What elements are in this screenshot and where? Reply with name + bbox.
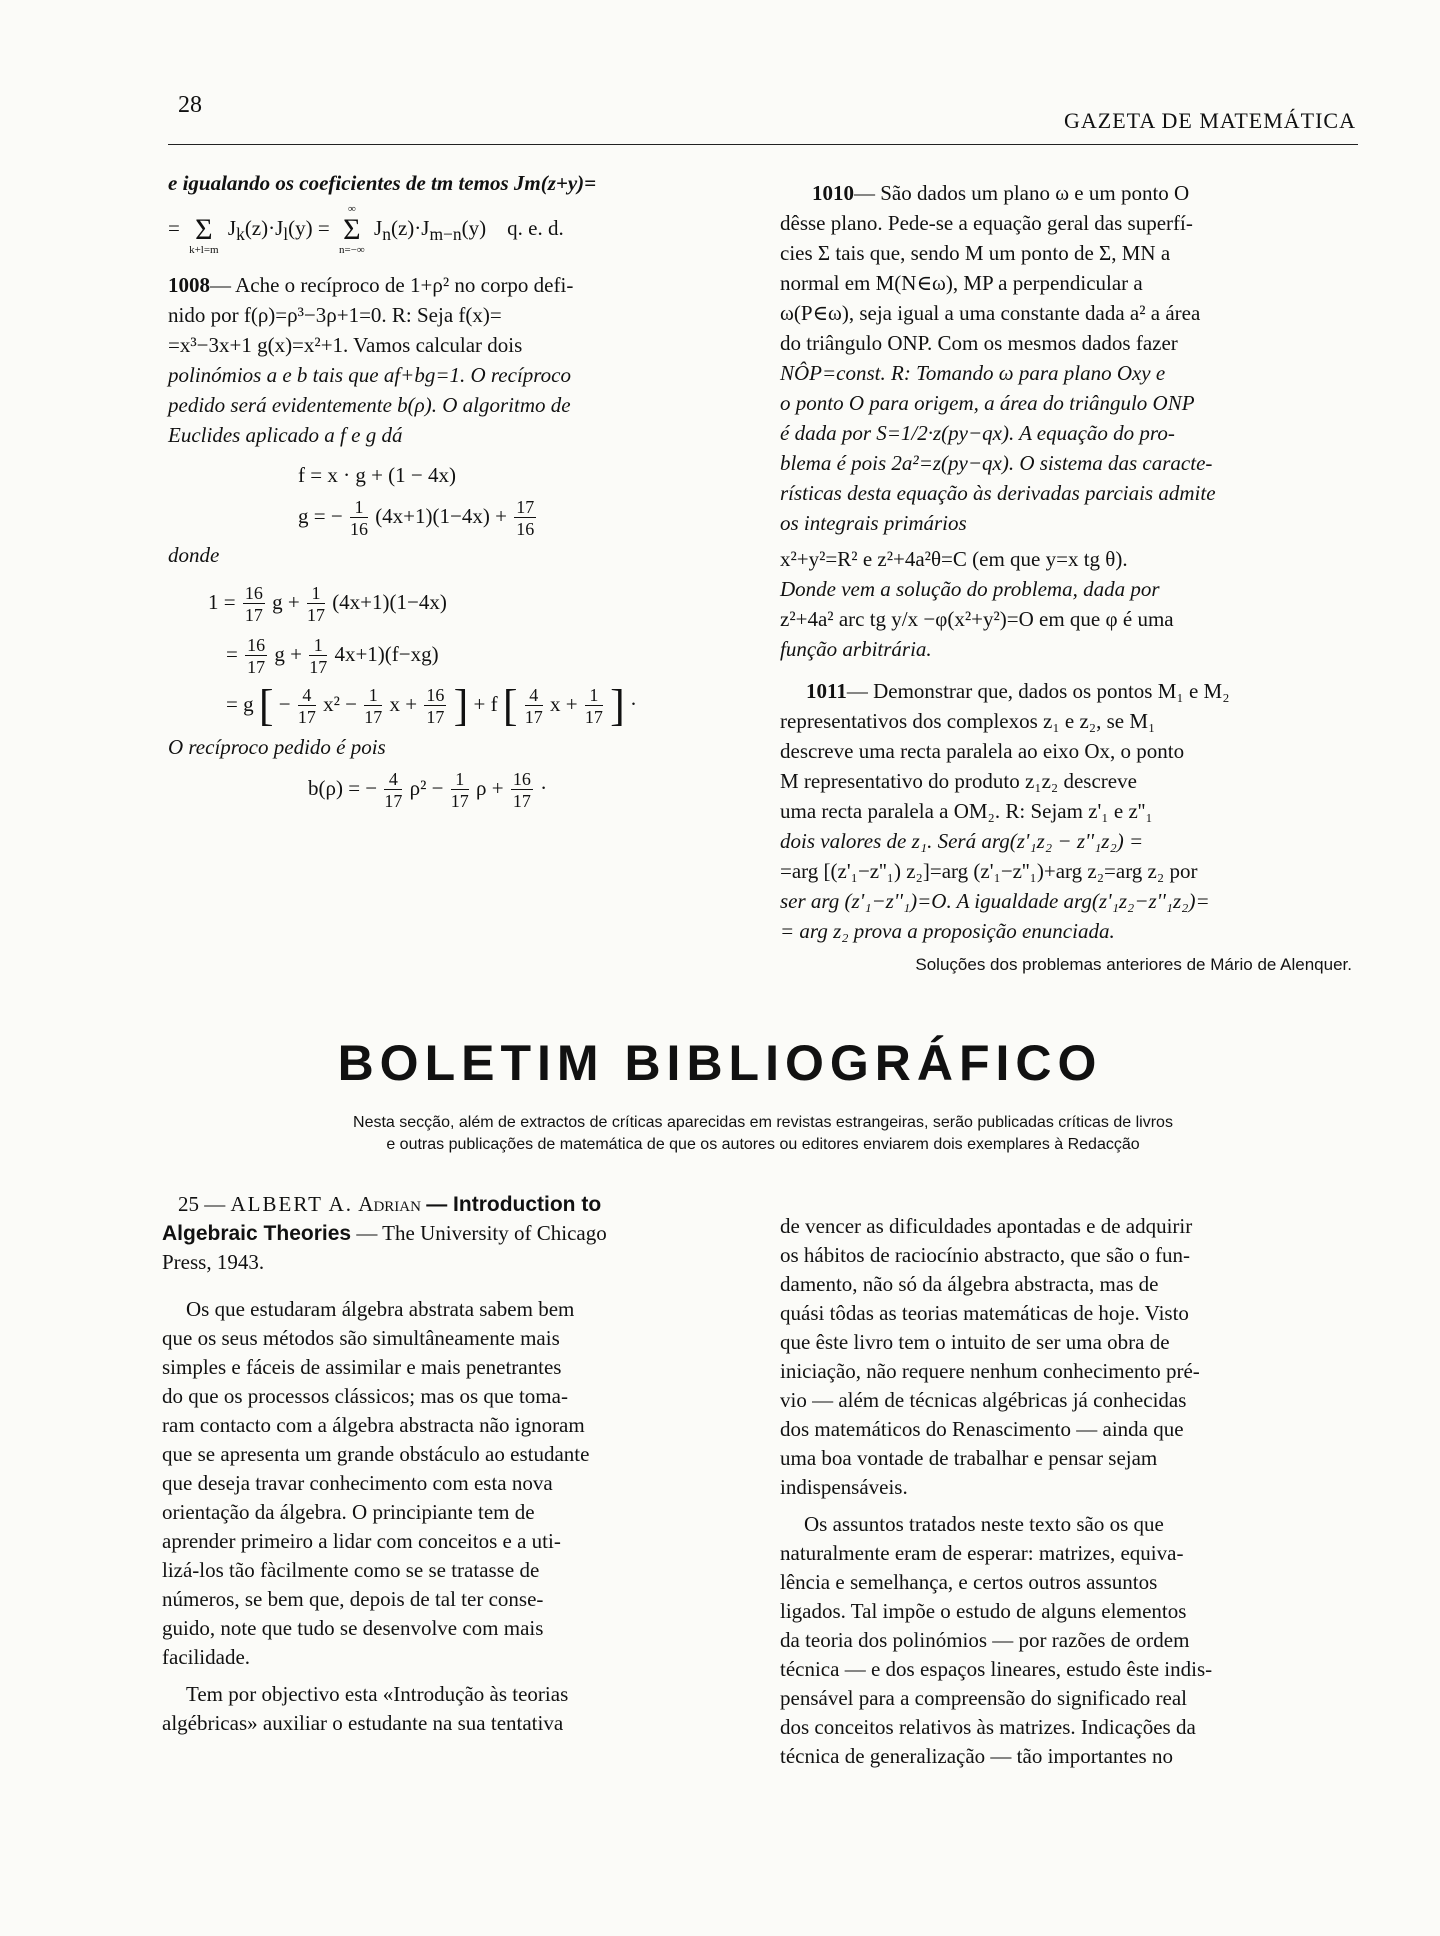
- intro-line: e igualando os coeficientes de tm temos Jm(z+y)=: [168, 171, 597, 195]
- running-title: GAZETA DE MATEMÁTICA: [1064, 108, 1356, 133]
- sum-symbol-2: ∞ Σ n=−∞: [339, 203, 365, 256]
- problem-1008: 1008— Ache o recíproco de 1+ρ² no corpo defi- nido por f(ρ)=ρ³−3ρ+1=0. R: Seja f(x)= =x³−3x+1 g(x)=x²+1. Vamos calcular dois polinómios a e b tais que af+bg=1. O recíproco pedido será evidentemente b(ρ). O algoritmo de Euclides aplicado a f e g dá: [168, 273, 574, 447]
- equation-3: = g [ − $\frac{4}{17}$ x² − $\frac{1}{17}$ x + $\frac{16}{17}$ ] + f [ $\frac{4}{17}$ x + $\frac{1}{17}$ ] ·: [226, 681, 637, 730]
- review-paragraph-4: Os assuntos tratados neste texto são os que naturalmente eram de esperar: matrizes, equiva- lência e semelhança, e certos outros assuntos ligados. Tal impõe o estudo de alguns elementos da teoria dos polinómios — por razões de ordem técnica — e dos espaços lineares, estudo êste indis- pensável para a compreensão do significado real dos conceitos relativos às matrizes. Indicações da técnica de generalização — tão importantes no: [780, 1512, 1213, 1768]
- review-right-column: [780, 1212, 1350, 1771]
- review-left-column: 25 — ALBERT A. Adrian — Introduction to Algebraic Theories — The University of Chicago Press, 1943. Os que estudaram álgebra abstrata sabem bem que os seus métodos são simultâneamente mais simples e fáceis de assimilar e mais penetrantes do que os processos clássicos; mas os que toma- ram contacto com a álgebra abstracta não ignoram que se apresenta um grande obstáculo ao estudante que deseja travar conhecimento com esta nova orientação da álgebra. O principiante tem de aprender primeiro a lidar com conceitos e a uti- lizá-los tão fàcilmente como se se tratasse de números, se bem que, depois de tal ter conse- guido, note que tudo se desenvolve com mais facilidade. Tem por objectivo esta «Introdução às teorias algébricas» auxiliar o estudante na sua tentativa: [162, 1190, 734, 1738]
- donde-label: donde: [168, 543, 220, 567]
- section-intro: Nesta secção, além de extractos de críticas aparecidas em revistas estrangeiras, serão publicadas críticas de livros e outras publicações de matemática de que os autores ou editores enviarem dois exemplares à Redacção: [353, 1114, 1173, 1153]
- review-paragraph-3: de vencer as dificuldades apontadas e de adquirir os hábitos de raciocínio abstracto, que são o fun- damento, não só da álgebra abstracta, mas de quási tôdas as teorias matemáticas de hoje. Visto que êste livro tem o intuito de ser uma obra de iniciação, não requere nenhum conhecimento pré- vio — além de técnicas algébricas já conhecidas dos matemáticos do Renascimento — ainda que uma boa vontade de trabalhar e pensar sejam indispensáveis.: [780, 1214, 1200, 1499]
- integrals-line: x²+y²=R² e z²+4a²θ=C (em que y=x tg θ).: [780, 547, 1128, 571]
- equation-b: b(ρ) = − $\frac{4}{17}$ ρ² − $\frac{1}{17}$ ρ + $\frac{16}{17}$ ·: [308, 769, 548, 811]
- equation-1: 1 = $\frac{16}{17}$ g + $\frac{1}{17}$ (4x+1)(1−4x): [208, 583, 447, 625]
- section-title: BOLETIM BIBLIOGRÁFICO: [337, 1035, 1103, 1091]
- left-column-top: [168, 168, 738, 810]
- problem-1010: 1010— São dados um plano ω e um ponto O dêsse plano. Pede-se a equação geral das superfí- cies Σ tais que, sendo M um ponto de Σ, MN a normal em M(N∈ω), MP a perpendicular a ω(P∈ω), seja igual a uma constante dada a² a área do triângulo ONP. Com os mesmos dados fazer NÔP=const. R: Tomando ω para plano Oxy e o ponto O para origem, a área do triângulo ONP é dada por S=1/2·z(py−qx). A equação do pro- blema é pois 2a²=z(py−qx). O sistema das caracte- rísticas desta equação às derivadas parciais admite os integrais primários x²+y²=R² e z²+4a²θ=C (em que y=x tg θ). Donde vem a solução do problema, dada por z²+4a² arc tg y/x −φ(x²+y²)=O em que φ é uma função arbitrária.: [780, 178, 1352, 664]
- right-column-top: [780, 178, 1352, 980]
- review-heading: 25 — ALBERT A. Adrian — Introduction to: [178, 1192, 602, 1216]
- conclusion-text: O recíproco pedido é pois: [168, 735, 386, 759]
- page-number: 28: [178, 92, 202, 118]
- problem-1011: 1011— Demonstrar que, dados os pontos M₁ e M₂ representativos dos complexos z₁ e z₂, se M₁ descreve uma recta paralela ao eixo Ox, o ponto M representativo do produto z₁z₂ descreve uma recta paralela a OM₂. R: Sejam z'₁ e z''₁ dois valores de z₁. Será arg(z'₁z₂ − z''₁z₂) = =arg [(z'₁−z''₁) z₂]=arg (z'₁−z''₁)+arg z₂=arg z₂ por ser arg (z'₁−z''₁)=O. A igualdade arg(z'₁z₂−z''₁z₂)= = arg z₂ prova a proposição enunciada.: [780, 679, 1230, 943]
- solutions-credit: Soluções dos problemas anteriores de Mário de Alenquer.: [915, 955, 1352, 974]
- review-paragraph-1: Os que estudaram álgebra abstrata sabem bem que os seus métodos são simultâneamente mais simples e fáceis de assimilar e mais penetrantes do que os processos clássicos; mas os que toma- ram contacto com a álgebra abstracta não ignoram que se apresenta um grande obstáculo ao estudante que deseja travar conhecimento com esta nova orientação da álgebra. O principiante tem de aprender primeiro a lidar com conceitos e a uti- lizá-los tão fàcilmente como se se tratasse de números, se bem que, depois de tal ter conse- guido, note que tudo se desenvolve com mais facilidade.: [162, 1297, 590, 1669]
- problem-number-1008: 1008: [168, 273, 210, 297]
- sum-formula: = Σ k+l=m $J_k(z)\cdot J_l(y)$ = ∞ Σ n=−∞ $J_n(z)\cdot J_{m-n}(y)$ q. e. d.: [168, 203, 564, 256]
- review-paragraph-2: Tem por objectivo esta «Introdução às teorias algébricas» auxiliar o estudante na sua tentativa: [162, 1682, 569, 1735]
- problem-number-1011: 1011: [806, 679, 847, 703]
- equation-g: g = − $\frac{1}{16}$ (4x+1)(1−4x) + $\frac{17}{16}$: [298, 497, 535, 539]
- equation-2: = $\frac{16}{17}$ g + $\frac{1}{17}$ 4x+1)(f−xg): [226, 635, 439, 677]
- sum-symbol-1: Σ k+l=m: [189, 213, 219, 256]
- problem-number-1010: 1010: [812, 181, 854, 205]
- header-rule: [168, 144, 1358, 145]
- equation-f: f = x · g + (1 − 4x): [298, 463, 457, 487]
